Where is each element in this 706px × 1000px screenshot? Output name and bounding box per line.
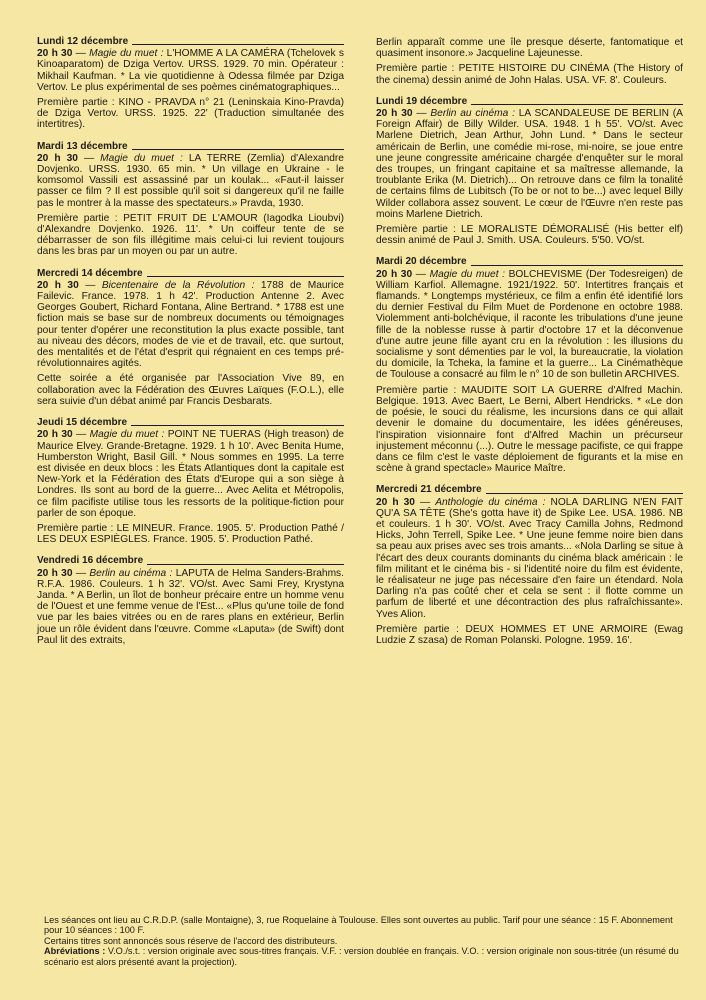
screening-entry <box>376 256 683 474</box>
screening-entry <box>37 555 344 646</box>
screening-entry <box>37 268 344 407</box>
organization-note: Cette soirée a été organisée par l'Association Vive 89, en collaboration avec la Fédération des Œuvres Laïques (F.O.L.), elle sera suivie d'un débat animé par Francis Desbarats. <box>37 373 344 407</box>
continued-text: Berlin apparaît comme une île presque déserte, fantomatique et quasiment insonore.» Jacqueline Lajeunesse. <box>376 37 683 60</box>
first-part-note: Première partie : KINO - PRAVDA n° 21 (Leninskaia Kino-Pravda) de Dziga Vertov. URSS. 1925. 22' (Traduction simultanée des intertitres). <box>37 97 344 131</box>
day-heading: Vendredi 16 décembre <box>37 555 344 566</box>
day-heading: Mercredi 14 décembre <box>37 268 344 279</box>
screening-entry <box>376 96 683 247</box>
entry-description: 20 h 30 — Magie du muet : BOLCHEVISME (Der Todesreigen) de William Karfiol. Allemagne. 1921/1922. 50'. Intertitres français et flamands. * Longtemps mystérieux, ce film a enfin été identifié lors du dernier Festival du Film Muet de Pordenone en octobre 1988. Violemment anti-bolchévique, il raconte les tribulations d'une jeune fille de la noblesse russe à partir d'octobre 17 et la déconvenue d'une autre jeune fille ayant cru en la révolution : les illusions du socialisme y sont démenties par le vol, la bureaucratie, la violation du domicile, la Tcheka, la famine et la guerre... La Cinémathèque de Toulouse a consacré au film le n° 10 de son bulletin ARCHIVES. <box>376 268 683 381</box>
first-part-note: Première partie : DEUX HOMMES ET UNE ARMOIRE (Ewag Ludzie Z szasa) de Roman Polanski. Pologne. 1959. 16'. <box>376 623 683 646</box>
right-column <box>376 37 683 656</box>
screening-entry <box>376 484 683 646</box>
entry-description: 20 h 30 — Magie du muet : LA TERRE (Zemlia) d'Alexandre Dovjenko. URSS. 1930. 65 min. * Un village en Ukraine - le komsomol Vassili est assassiné par un koulak... «Faut-il laisser passer ce film ? Il est possible qu'il soit si dangereux qu'il ne faille pas le montrer à la masse des spectateurs.» Pravda, 1930. <box>37 152 344 209</box>
day-heading: Lundi 12 décembre <box>37 36 344 47</box>
entry-description: 20 h 30 — Magie du muet : POINT NE TUERAS (High treason) de Maurice Elvey. Grande-Bretagne. 1929. 1 h 10'. Avec Benita Hume, Humberston Wright, Basil Gill. * Nous sommes en 1995. La terre est divisée en deux blocs : les États Atlantiques dont la capitale est New-York et la Fédération des États d'Europe qui a son siège à Londres. Ils sont au bord de la guerre... Avec Aelita et Métropolis, ce film pacifiste utilise tous les ressorts de la politique-fiction pour parler de son époque. <box>37 429 344 519</box>
entry-description: 20 h 30 — Berlin au cinéma : LA SCANDALEUSE DE BERLIN (A Foreign Affair) de Billy Wilder. USA. 1948. 1 h 55'. VO/st. Avec Marlene Dietrich, Jean Arthur, John Lund. * Dans le secteur américain de Berlin, une comédie mi-rose, mi-noire, se joue entre une jeune congressite américaine chargée d'enquêter sur le moral des troupes, un fringant capitaine et sa maîtresse allemande, la troublante Erika (M. Dietrich)... On retrouve dans ce film la tonalité de certains films de Lubitsch (To be or not to be...) avec lequel Billy Wilder collabora assez souvent. Le cœur de l'Œuvre n'en reste pas moins Marlene Dietrich. <box>376 108 683 220</box>
day-heading: Mercredi 21 décembre <box>376 484 683 495</box>
entry-description: 20 h 30 — Berlin au cinéma : LAPUTA de Helma Sanders-Brahms. R.F.A. 1986. Couleurs. 1 h 32'. VO/st. Avec Sami Frey, Krystyna Janda. * A Berlin, un îlot de bonheur précaire entre un homme venu de l'Ouest et une femme venue de l'Est... «Plus qu'une toile de fond vue par les baies vitrées ou en de rares plans en extérieur, Berlin joue un rôle évident dans l'œuvre. Comme «Laputa» (de Swift) dont Paul lit des extraits, <box>37 567 344 646</box>
first-part-note: Première partie : LE MORALISTE DÉMORALISÉ (His better elf) dessin animé de Paul J. Smith. USA. Couleurs. 5'50. VO/st. <box>376 224 683 247</box>
first-part-note: Première partie : PETIT FRUIT DE L'AMOUR (Iagodka Lioubvi) d'Alexandre Dovjenko. 1926. 11'. * Un coiffeur tente de se débarrasser de son fils illégitime mais celui-ci lui revient toujours dans les bras par un moyen ou par un autre. <box>37 212 344 258</box>
entry-description: 20 h 30 — Anthologie du cinéma : NOLA DARLING N'EN FAIT QU'A SA TÊTE (She's gotta have it) de Spike Lee. USA. 1986. NB et couleurs. 1 h 30'. VO/st. Avec Tracy Camilla Johns, Redmond Hicks, John Terrell, Spike Lee. * Une jeune femme noire bien dans sa peau aux prises avec ses trois amants... «Nola Darling se situe à l'écart des deux courants dominants du cinéma black américain : le film militant et le cinéma bis - si l'identité noire du film est évidente, le réalisateur ne juge pas nécessaire d'en faire un étendard. Nola Darling n'a pas coûté cher et cela se sent : il flotte comme un parfum de liberté et une décontraction des plus rafraîchissante». Yves Alion. <box>376 496 683 620</box>
screening-entry <box>37 36 344 131</box>
day-heading: Mardi 13 décembre <box>37 141 344 152</box>
first-part-note: Première partie : PETITE HISTOIRE DU CINÉMA (The History of the cinema) dessin animé de John Halas. USA. VF. 8'. Couleurs. <box>376 63 683 86</box>
entry-description: 20 h 30 — Magie du muet : L'HOMME A LA CAMÉRA (Tchelovek s Kinoaparatom) de Dziga Vertov. URSS. 1929. 70 min. Opérateur : Mikhail Kaufman. * La vie quotidienne à Odessa filmée par Dziga Vertov. Le plus expérimental de ses poèmes cinématographiques... <box>37 48 344 93</box>
venue-info: Les séances ont lieu au C.R.D.P. (salle Montaigne), 3, rue Roquelaine à Toulouse. Elles sont ouvertes au public. Tarif pour une séance : 15 F. Abonnement pour 10 séances : 100 F. <box>44 915 673 936</box>
day-heading: Jeudi 15 décembre <box>37 417 344 428</box>
first-part-note: Première partie : LE MINEUR. France. 1905. 5'. Production Pathé / LES DEUX ESPIÈGLES. France. 1905. 5'. Production Pathé. <box>37 522 344 546</box>
day-heading: Mardi 20 décembre <box>376 256 683 267</box>
left-column <box>37 36 344 656</box>
screening-entry <box>37 417 344 545</box>
practical-info-footer <box>44 915 684 967</box>
entry-description: 20 h 30 — Bicentenaire de la Révolution : 1788 de Maurice Failevic. France. 1978. 1 h 42'. Production Antenne 2. Avec Georges Goubert, Richard Fontana, Aline Bertrand. * 1788 est une fiction mais se base sur de nombreux documents ou témoignages pour tenter d'opérer une reconstitution la plus exacte possible, tant au niveau des décors, modes de vie et de travail, etc. que surtout, des mentalités et de l'état d'esprit qui régnaient en ces temps pré-révolutionnaires agités. <box>37 279 344 370</box>
continued-entry <box>376 37 683 86</box>
abbreviations: Abréviations : V.O./s.t. : version originale avec sous-titres français. V.F. : version doublée en français. V.O. : version originale non sous-titrée (un résumé du scénario est alors présenté avant la projection). <box>44 946 679 967</box>
screening-entry <box>37 141 344 258</box>
day-heading: Lundi 19 décembre <box>376 96 683 107</box>
first-part-note: Première partie : MAUDITE SOIT LA GUERRE d'Alfred Machin. Belgique. 1913. Avec Baert, Le Berni, Albert Hendricks. * «Le don de poésie, le souci du réalisme, les incursions dans ce qui allait devenir le domaine du documentaire, les idées généreuses, l'inspiration visionnaire font d'Alfred Machin un précurseur injustement méconnu (...). Outre le message pacifiste, ce qui frappe dans ce film c'est le vaste déploiement de figurants et la mise en scène à grand spectacle» Maurice Maître. <box>376 384 683 475</box>
distributor-note: Certains titres sont annoncés sous réserve de l'accord des distributeurs. <box>44 935 338 946</box>
